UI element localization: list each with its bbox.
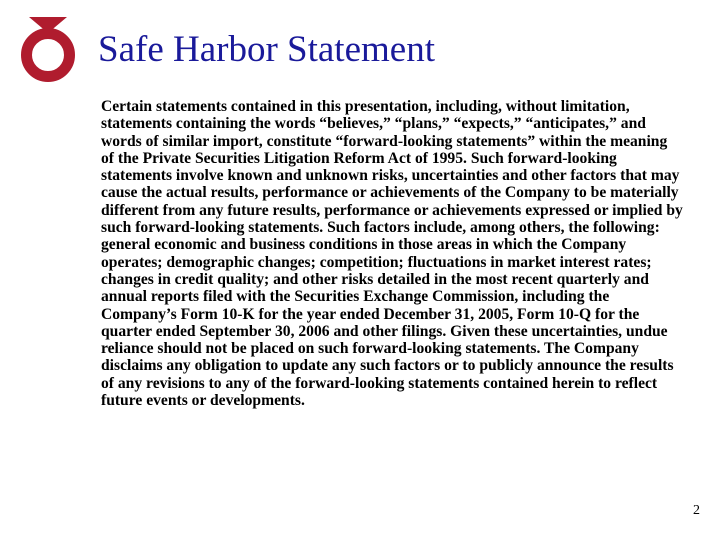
slide-title: Safe Harbor Statement [98,29,435,70]
page-number: 2 [693,503,700,518]
safe-harbor-body-text: Certain statements contained in this presentation, including, without limitation, statements containing the words “believes,” “plans,” “expects,” “anticipates,” and words of similar import, constitute “forward-looking statements” within the meaning of the Private Securities Litigation Reform Act of 1995. Such forward-looking statements involve known and unknown risks, uncertainties and other factors that may cause the actual results, performance or achievements of the Company to be materially different from any future results, performance or achievements expressed or implied by such forward-looking statements. Such factors include, among others, the following: general economic and business conditions in those areas in which the Company operates; demographic changes; competition; fluctuations in market interest rates; changes in credit quality; and other risks detailed in the most recent quarterly and annual reports filed with the Securities Exchange Commission, including the Company’s Form 10-K for the year ended December 31, 2005, Form 10-Q for the quarter ended September 30, 2006 and other filings. Given these uncertainties, undue reliance should not be placed on such forward-looking statements. The Company disclaims any obligation to update any such factors or to publicly announce the results of any revisions to any of the forward-looking statements contained herein to reflect future events or developments. [101,98,683,410]
company-logo-icon [17,16,79,82]
